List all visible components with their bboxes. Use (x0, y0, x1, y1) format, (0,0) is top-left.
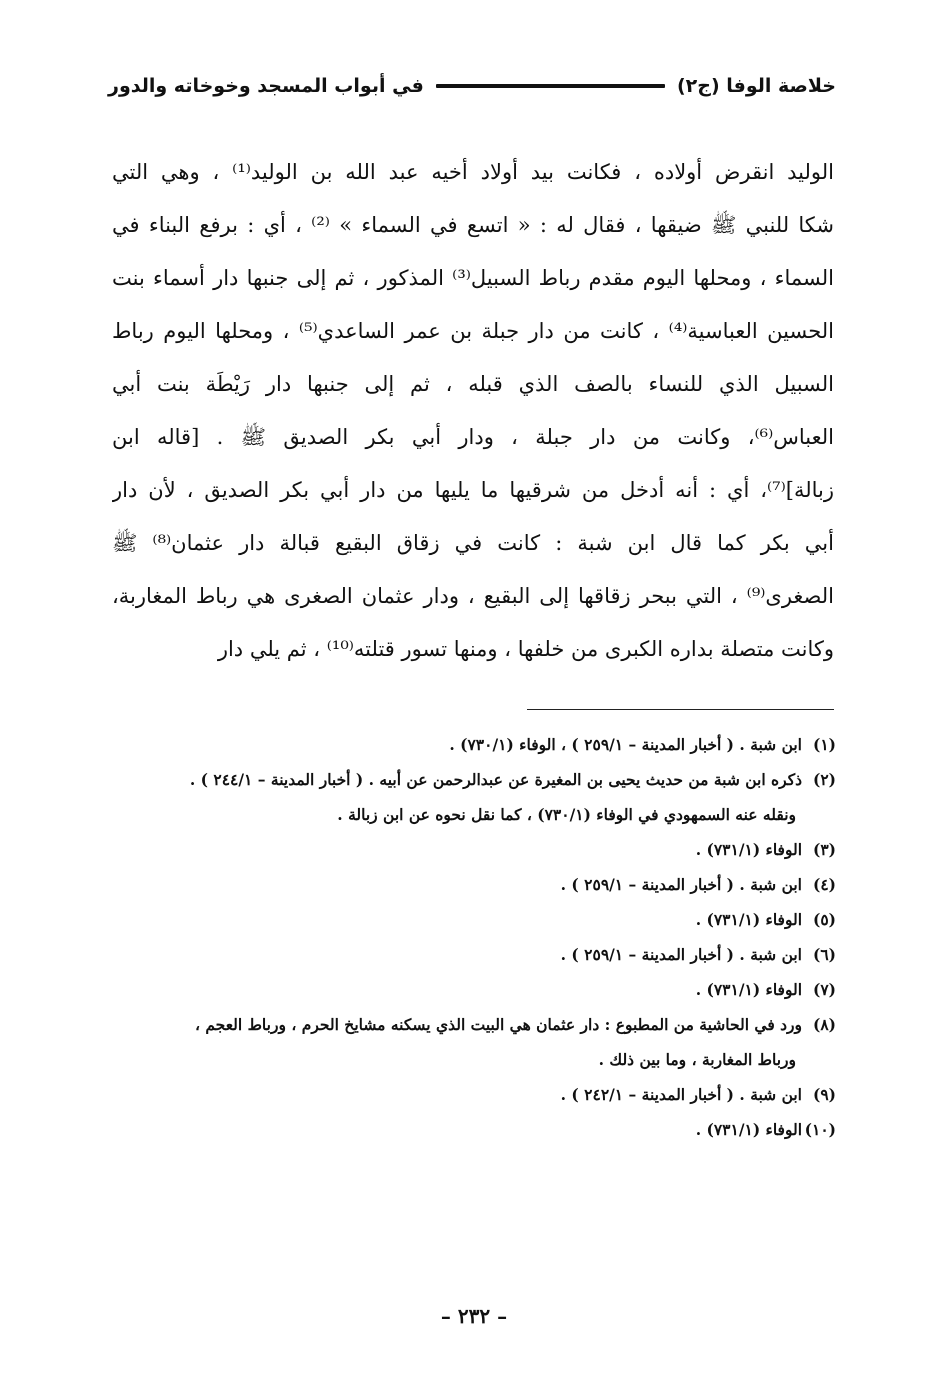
footnotes (110, 727, 836, 1147)
main-text (112, 146, 834, 676)
footnote (110, 1077, 836, 1112)
header-book-title: خلاصة الوفا (ج٢) (676, 75, 836, 97)
footnote (110, 1112, 836, 1147)
footnote (110, 972, 836, 1007)
footnote-text: الوفاء (٧٣١/١) . (695, 910, 802, 929)
running-header (108, 66, 836, 106)
footnote-text: ابن شبة . ( أخبار المدينة – ٢٥٩/١ ) . (560, 875, 802, 894)
footnote (110, 762, 836, 797)
text-line: السبيل الذي للنساء بالصف الذي قبله ، ثم إلى جنبها دار رَيْطَة بنت أبي (112, 372, 834, 396)
footnote-text: ورد في الحاشية من المطبوع : دار عثمان هي البيت الذي يسكنه مشايخ الحرم ، ورباط العجم ، (194, 1015, 802, 1034)
footnote-text: الوفاء (٧٣١/١) . (695, 840, 802, 859)
text-line: الصغرى⁽⁹⁾ ، التي ببحر زقاقها إلى البقيع ، ودار عثمان الصغرى هي رباط المغاربة، (112, 584, 834, 608)
footnote-divider (527, 709, 834, 710)
page-number: – ٢٣٢ – (440, 1304, 508, 1328)
footnote (110, 832, 836, 867)
footnote-text: ورباط المغاربة ، وما بين ذلك . (598, 1050, 796, 1069)
footnote-number: (٨) (812, 1015, 836, 1034)
footnote-number: (٥) (812, 910, 836, 929)
footnote-number: (٣) (812, 840, 836, 859)
footnote-text: ونقله عنه السمهودي في الوفاء (٧٣٠/١) ، كما نقل نحوه عن ابن زبالة . (337, 805, 796, 824)
footnote-number: (٧) (812, 980, 836, 999)
header-chapter-title: في أبواب المسجد وخوخاته والدور (108, 75, 424, 97)
footnote-number: (٦) (812, 945, 836, 964)
footnote (110, 727, 836, 762)
footnote-text: الوفاء (٧٣١/١) . (695, 1120, 802, 1139)
footnote-text: الوفاء (٧٣١/١) . (695, 980, 802, 999)
footnote-text: ابن شبة . ( أخبار المدينة – ٢٥٩/١ ) ، الوفاء (٧٣٠/١) . (449, 735, 802, 754)
text-line: شكا للنبي ﷺ ضيقها ، فقال له : « اتسع في السماء » ⁽²⁾ ، أي : برفع البناء في (112, 213, 834, 237)
text-line: السماء ، ومحلها اليوم مقدم رباط السبيل⁽³⁾ المذكور ، ثم إلى جنبها دار أسماء بنت (112, 266, 834, 290)
footnote (110, 902, 836, 937)
footnote-number: (١٠) (804, 1120, 836, 1139)
text-line: الوليد انقرض أولاده ، فكانت بيد أولاد أخيه عبد الله بن الوليد⁽¹⁾ ، وهي التي (112, 160, 834, 184)
footnote-number: (٩) (812, 1085, 836, 1104)
text-line: زبالة]⁽⁷⁾، أي : أنه أدخل من شرقيها ما يليها من دار أبي بكر الصديق ، لأن دار (112, 478, 834, 502)
footnote-continuation (110, 797, 836, 832)
footnote-number: (٢) (812, 770, 836, 789)
footnote-number: (٤) (812, 875, 836, 894)
header-rule (436, 84, 665, 88)
footnote-text: ذكره ابن شبة من حديث يحيى بن المغيرة عن عبدالرحمن عن أبيه . ( أخبار المدينة – ٢٤٤/١ ) . (189, 770, 802, 789)
footnote (110, 937, 836, 972)
footnote-number: (١) (812, 735, 836, 754)
footnote (110, 1007, 836, 1042)
text-line: الحسين العباسية⁽⁴⁾ ، كانت من دار جبلة بن عمر الساعدي⁽⁵⁾ ، ومحلها اليوم رباط (112, 319, 834, 343)
text-line: العباس⁽⁶⁾، وكانت من دار جبلة ، ودار أبي بكر الصديق ﷺ . [قاله ابن (112, 425, 834, 449)
text-line: وكانت متصلة بداره الكبرى من خلفها ، ومنها تسور قتلته⁽¹⁰⁾ ، ثم يلي دار (217, 637, 834, 661)
footnote-continuation (110, 1042, 836, 1077)
footnote-text: ابن شبة . ( أخبار المدينة – ٢٤٢/١ ) . (560, 1085, 802, 1104)
footnote-text: ابن شبة . ( أخبار المدينة – ٢٥٩/١ ) . (560, 945, 802, 964)
footnote (110, 867, 836, 902)
text-line: أبي بكر كما قال ابن شبة : كانت في زقاق البقيع قبالة دار عثمان⁽⁸⁾ ﷺ (112, 531, 834, 555)
